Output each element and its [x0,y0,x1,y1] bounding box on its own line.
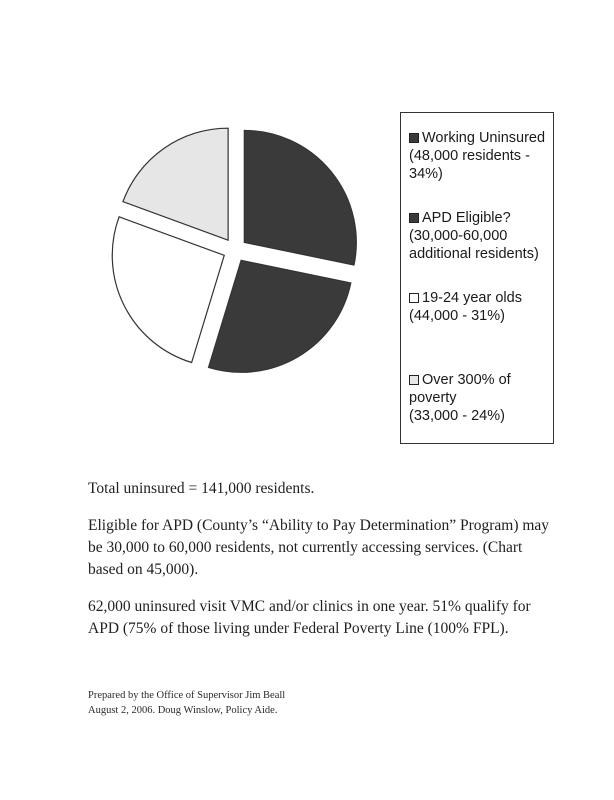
legend-label: APD Eligible? (30,000-60,000 additional residents) [409,210,539,262]
vmc-visits-text: 62,000 uninsured visit VMC and/or clinics in one year. 51% qualify for APD (75% of those living under Federal Poverty Line (100% FPL). [88,598,531,637]
legend-item-apd-eligible [409,209,549,263]
legend-item-over-300-poverty [409,371,549,425]
legend-item-working-uninsured [409,129,549,183]
legend-label: Over 300% of poverty (33,000 - 24%) [409,372,511,424]
legend-label: 19-24 year olds (44,000 - 31%) [409,290,522,324]
total-uninsured-text: Total uninsured = 141,000 residents. [88,480,315,497]
apd-eligibility-text: Eligible for APD (County’s “Ability to Pay Determination” Program) may be 30,000 to 60,000 residents, not currently accessing services. (Chart based on 45,000). [88,517,550,578]
pie-chart [100,110,370,390]
legend-item-19-24-year-olds [409,289,549,325]
pie-slice-working-uninsured [244,130,356,265]
credit-line: Prepared by the Office of Supervisor Jim Beall [88,690,286,701]
credits [88,688,488,718]
legend-label: Working Uninsured (48,000 residents - 34%) [409,130,546,182]
legend-swatch-dark-icon [409,133,419,143]
chart-legend [400,112,554,444]
pie-slice-over-300-of-poverty [123,128,228,240]
legend-swatch-light-icon [409,375,419,385]
credit-line: August 2, 2006. Doug Winslow, Policy Aide. [88,705,278,716]
pie-slice-19-24-year-olds [112,217,224,363]
legend-swatch-dark-icon [409,213,419,223]
pie-slice-apd-eligible [208,260,350,372]
legend-swatch-white-icon [409,293,419,303]
